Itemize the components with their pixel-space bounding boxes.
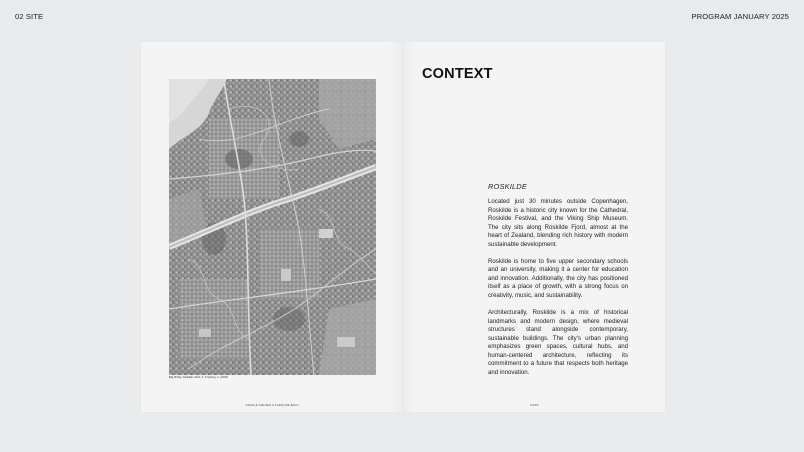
section-heading: ROSKILDE bbox=[488, 182, 527, 191]
figure-number: Fig. 8 bbox=[169, 376, 176, 379]
map-caption bbox=[169, 376, 229, 379]
aerial-map-drawing bbox=[169, 79, 376, 375]
right-page bbox=[404, 42, 665, 412]
left-page-footer: CAMILLE NIELSEN & KAROLINE BACH bbox=[245, 404, 299, 407]
section-label: 02 SITE bbox=[15, 12, 44, 21]
page-title: CONTEXT bbox=[422, 66, 493, 82]
paragraph-2: Roskilde is home to five upper secondary schools and an university, making it a center for education and innovation. Additionally, the city has positioned itself as a place of growth, with a strong focus on creativity, music, and sustainability. bbox=[488, 257, 628, 299]
right-page-footer: MAPS bbox=[530, 404, 539, 407]
paragraph-1: Located just 30 minutes outside Copenhagen, Roskilde is a historic city known for the Cathedral, Roskilde Festival, and the Viking Ship Museum. The city sits along Roskilde Fjord, almost at the heart of Zealand, blending rich history with modern sustainable development. bbox=[488, 198, 628, 248]
program-date-label: PROGRAM JANUARY 2025 bbox=[691, 12, 789, 21]
left-page bbox=[141, 42, 403, 412]
figure-caption-text: Map, Roskilde, Marit, K. & Nyberg, C. (2025). bbox=[176, 376, 229, 379]
text-column bbox=[488, 182, 628, 386]
paragraph-3: Architecturally, Roskilde is a mix of historical landmarks and modern design, where medieval structures stand alongside contemporary, sustainable buildings. The city's urban planning emphasizes green spaces, cultural hubs, and human-centered architecture, reflecting its commitment to a future that respects both heritage and innovation. bbox=[488, 309, 628, 376]
aerial-map-image bbox=[169, 79, 376, 375]
